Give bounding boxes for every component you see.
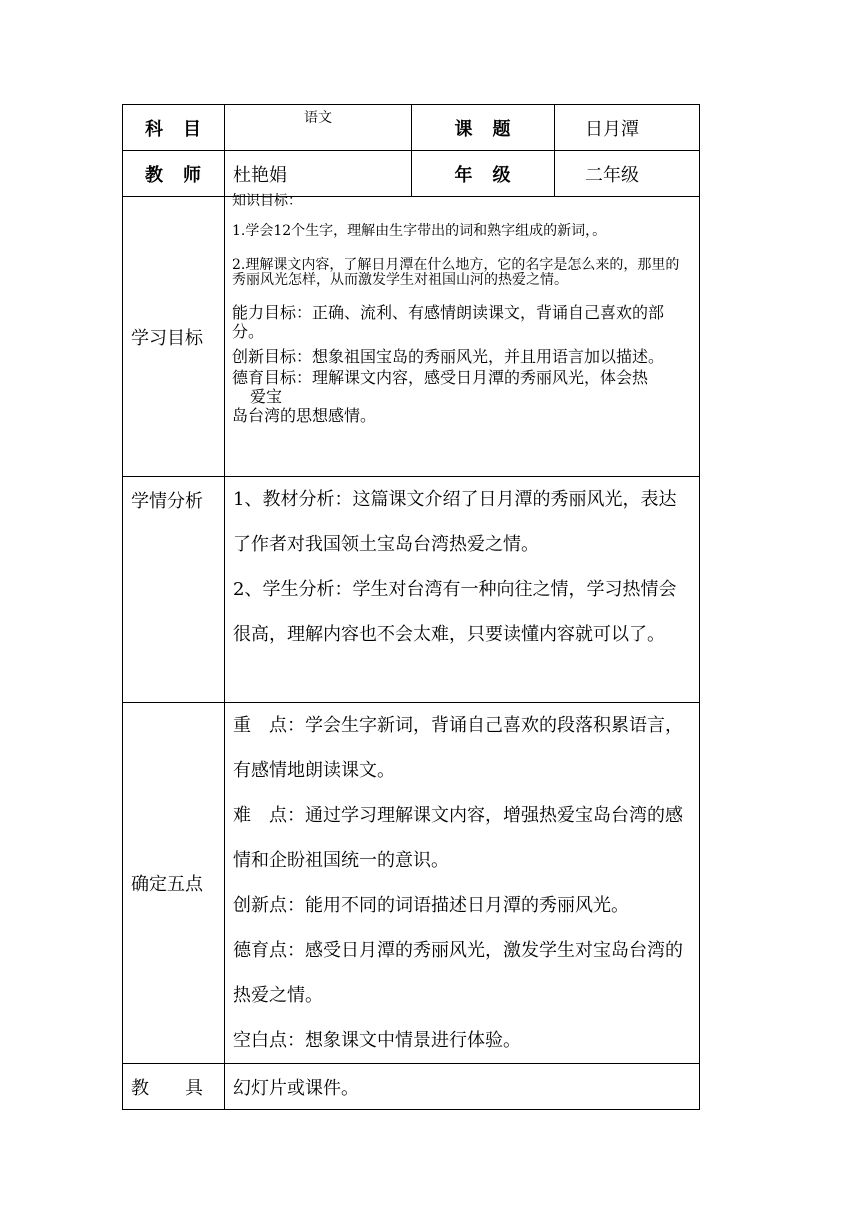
subject-label: 科 目 xyxy=(123,105,225,151)
five-points-label: 确定五点 xyxy=(123,703,225,1064)
difficult-point: 难 点：通过学习理解课文内容，增强热爱宝岛台湾的感情和企盼祖国统一的意识。 xyxy=(233,805,683,871)
innovation-point: 创新点：能用不同的词语描述日月潭的秀丽风光。 xyxy=(233,895,629,916)
tools-value: 幻灯片或课件。 xyxy=(225,1064,700,1110)
goals-content xyxy=(225,193,700,477)
knowledge-goal-1: 1.学会12个生字，理解由生字带出的词和熟字组成的新词，。 xyxy=(232,223,607,239)
five-points-row xyxy=(123,703,700,1064)
blank-point: 空白点：想象课文中情景进行体验。 xyxy=(233,1030,521,1051)
lesson-plan-table xyxy=(122,104,700,1110)
teacher-row xyxy=(123,151,700,197)
grade-value: 二年级 xyxy=(555,151,700,197)
moral-goal-line1: 德育目标：理解课文内容，感受日月潭的秀丽风光，体会热 xyxy=(232,368,649,387)
ability-goal: 能力目标：正确、流利、有感情朗读课文，背诵自己喜欢的部分。 xyxy=(232,303,665,341)
subject-value: 语文 xyxy=(225,105,412,151)
five-points-content xyxy=(225,703,700,1064)
textbook-analysis: 1、教材分析：这篇课文介绍了日月潭的秀丽风光，表达了作者对我国领土宝岛台湾热爱之情。 xyxy=(233,489,677,555)
goals-row xyxy=(123,197,700,477)
moral-point: 德育点：感受日月潭的秀丽风光，激发学生对宝岛台湾的热爱之情。 xyxy=(233,940,683,1006)
topic-value: 日月潭 xyxy=(555,105,700,151)
topic-label: 课 题 xyxy=(412,105,555,151)
student-analysis: 2、学生分析：学生对台湾有一种向往之情，学习热情会很高，理解内容也不会太难，只要读懂内容就可以了。 xyxy=(233,579,677,645)
teacher-label: 教 师 xyxy=(123,151,225,197)
goals-label: 学习目标 xyxy=(123,197,225,477)
knowledge-goal-2: 2.理解课文内容，了解日月潭在什么地方，它的名字是怎么来的，那里的秀丽风光怎样，从而激发学生对祖国山河的热爱之情。 xyxy=(232,257,680,288)
subject-row xyxy=(123,105,700,151)
grade-label: 年 级 xyxy=(412,151,555,197)
tools-row xyxy=(123,1064,700,1110)
teacher-value: 杜艳娟 xyxy=(225,151,412,197)
analysis-content xyxy=(225,477,700,703)
analysis-label: 学情分析 xyxy=(123,477,225,703)
moral-goal-line3: 岛台湾的思想感情。 xyxy=(232,406,377,425)
knowledge-title: 知识目标： xyxy=(232,193,302,209)
analysis-row xyxy=(123,477,700,703)
key-point: 重 点：学会生字新词，背诵自己喜欢的段落积累语言，有感情地朗读课文。 xyxy=(233,715,683,781)
tools-label: 教 具 xyxy=(123,1064,225,1110)
moral-goal-line2: 爱宝 xyxy=(250,387,283,406)
innovation-goal: 创新目标：想象祖国宝岛的秀丽风光，并且用语言加以描述。 xyxy=(232,347,665,366)
